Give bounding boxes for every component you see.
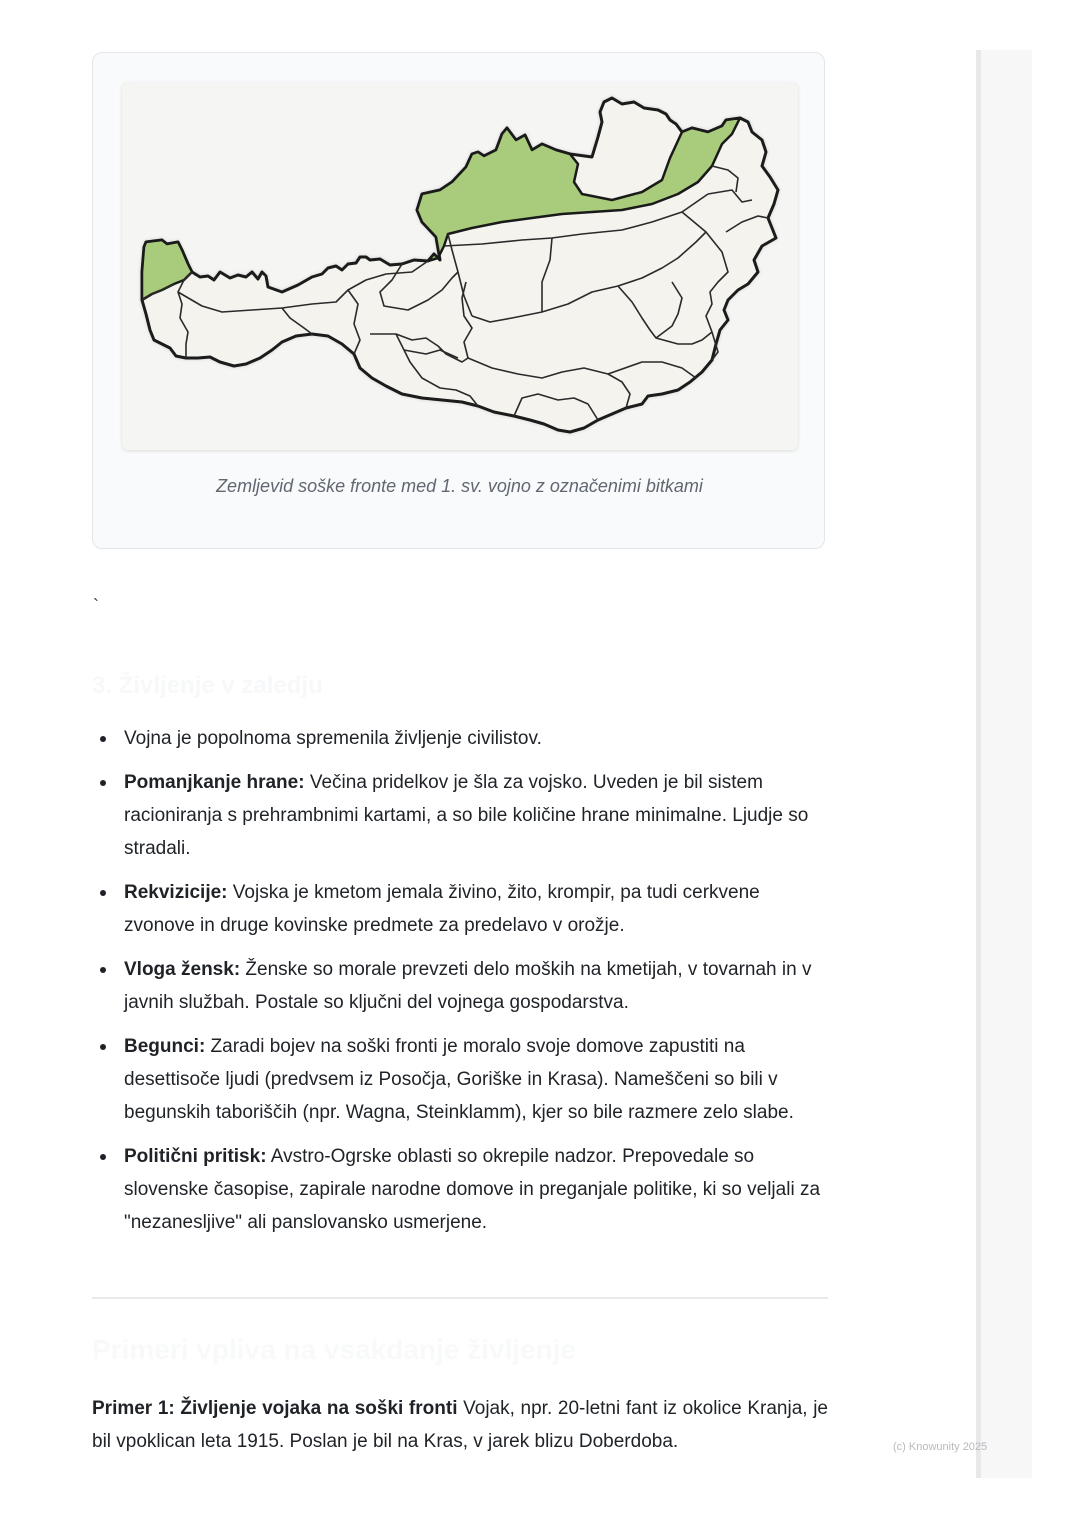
- bullet-dot: [100, 967, 106, 973]
- bullet-term: Pomanjkanje hrane:: [124, 772, 305, 793]
- list-item: [92, 722, 832, 755]
- bullet-text: Večina pridelkov je šla za vojsko. Uveden je bil sistem racioniranja s prehrambnimi kartami, a so bile količine hrane minimalne. Ljudje so stradali.: [124, 772, 809, 859]
- bullet-term: Politični pritisk:: [124, 1146, 267, 1167]
- section-heading: 3. Življenje v zaledju: [92, 672, 323, 699]
- figure-caption: Zemljevid soške fronte med 1. sv. vojno z označenimi bitkami: [216, 476, 703, 496]
- examples-heading: Primeri vpliva na vsakdanje življenje: [92, 1334, 577, 1365]
- bullet-text: Avstro-Ogrske oblasti so okrepile nadzor. Prepovedale so slovenske časopise, zapirale narodne domove in preganjale politike, ki so veljali za "nezanesljive" ali panslovansko usmerjene.: [124, 1146, 821, 1233]
- map-image: [122, 82, 798, 450]
- stray-backtick: `: [93, 596, 99, 616]
- list-item: [92, 766, 832, 865]
- side-panel: [976, 50, 1032, 1478]
- bullet-text: Vojska je kmetom jemala živino, žito, krompir, pa tudi cerkvene zvonove in druge kovinske predmete za predelavo v orožje.: [124, 882, 760, 936]
- example-text: Vojak, npr. 20-letni fant iz okolice Kranja, je bil vpoklican leta 1915. Poslan je bil na Kras, v jarek blizu Doberdoba.: [92, 1398, 828, 1452]
- list-item: [92, 1030, 832, 1129]
- region-map-illustration: [122, 82, 798, 450]
- bullet-list: [92, 722, 832, 1250]
- bullet-dot: [100, 1044, 106, 1050]
- bullet-text: Vojna je popolnoma spremenila življenje civilistov.: [124, 728, 542, 749]
- bullet-term: Vloga žensk:: [124, 959, 241, 980]
- bullet-text: Zaradi bojev na soški fronti je moralo svoje domove zapustiti na desettisoče ljudi (predvsem iz Posočja, Goriške in Krasa). Nameščeni so bili v begunskih taboriščih (npr. Wagna, Steinklamm), kjer so bile razmere zelo slabe.: [124, 1036, 794, 1123]
- bullet-term: Rekvizicije:: [124, 882, 228, 903]
- copyright-notice: (c) Knowunity 2025: [893, 1441, 988, 1453]
- side-panel-edge: [976, 50, 981, 1478]
- example-term: Primer 1: Življenje vojaka na soški fronti: [92, 1398, 458, 1419]
- list-item: [92, 1140, 832, 1239]
- bullet-dot: [100, 890, 106, 896]
- bullet-text: Ženske so morale prevzeti delo moških na kmetijah, v tovarnah in v javnih službah. Postale so ključni del vojnega gospodarstva.: [124, 959, 812, 1013]
- map-figure-card: [92, 52, 825, 549]
- section-divider: [92, 1297, 828, 1299]
- bullet-dot: [100, 736, 106, 742]
- bullet-dot: [100, 780, 106, 786]
- bullet-dot: [100, 1154, 106, 1160]
- example-paragraph: [92, 1392, 828, 1458]
- list-item: [92, 876, 832, 942]
- bullet-term: Begunci:: [124, 1036, 206, 1057]
- list-item: [92, 953, 832, 1019]
